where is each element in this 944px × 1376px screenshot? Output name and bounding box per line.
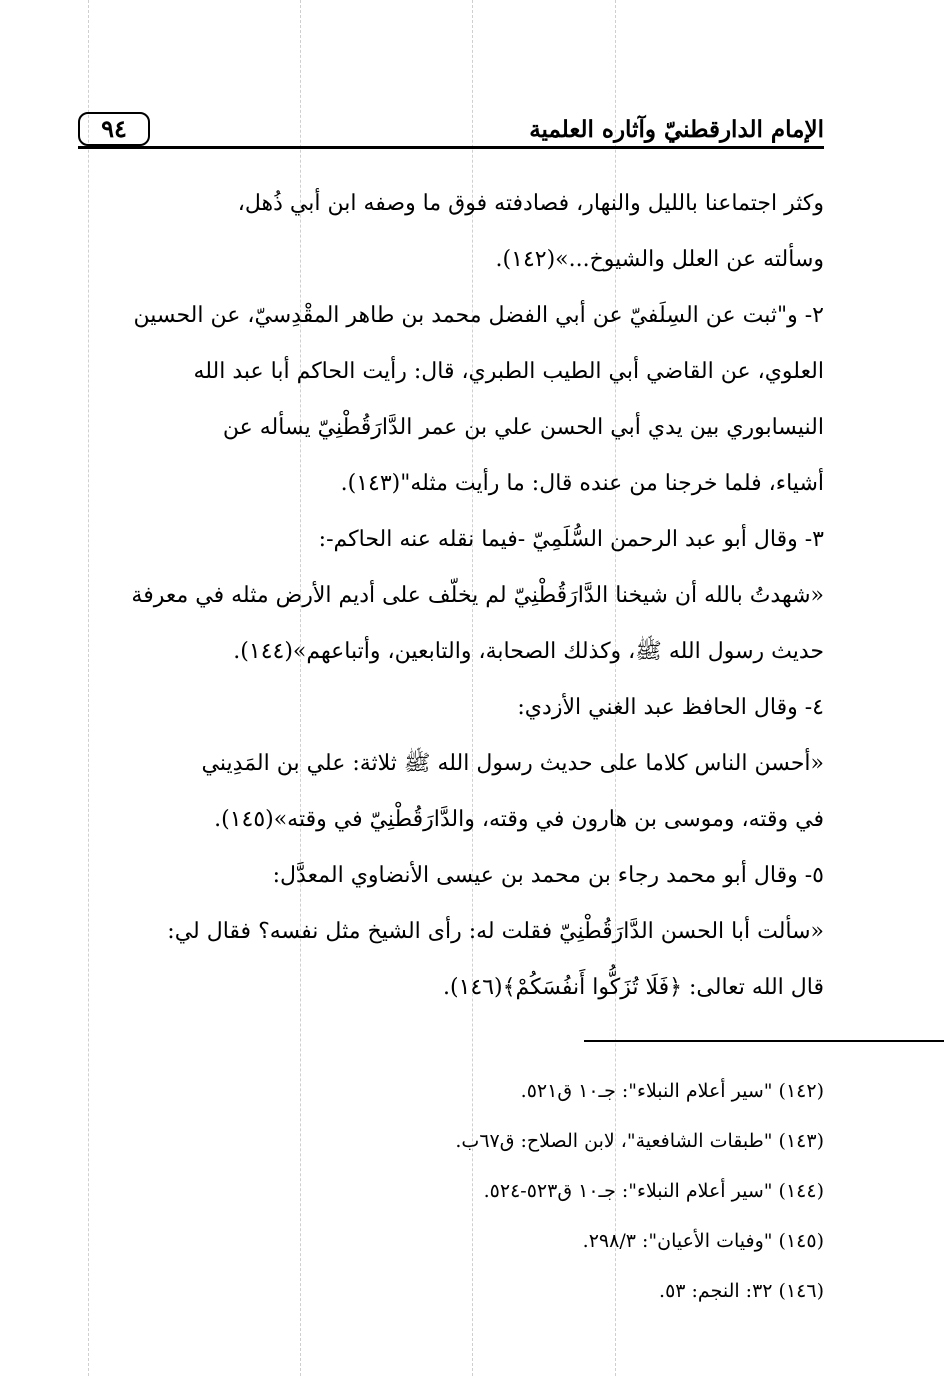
text-line: ٢- و"ثبت عن السِلَفيّ عن أبي الفضل محمد بن طاهر المقْدِسيّ، عن الحسين: [133, 303, 824, 328]
text-line: وسألته عن العلل والشيوخ...»(١٤٢).: [495, 247, 824, 272]
page-number: ٩٤: [78, 112, 150, 146]
footnote: (١٤٥) "وفيات الأعيان": ٢٩٨/٣.: [582, 1230, 824, 1252]
text-line: أشياء، فلما خرجنا من عنده قال: ما رأيت مثله"(١٤٣).: [340, 471, 824, 496]
footnote: (١٤٤) "سير أعلام النبلاء": جـ١٠ ق٥٢٣-٥٢٤.: [483, 1180, 824, 1202]
page-header: [78, 100, 824, 152]
text-line: ٤- وقال الحافظ عبد الغني الأزدي:: [517, 695, 824, 720]
running-title: الإمام الدارقطنيّ وآثاره العلمية: [529, 116, 824, 143]
footnotes: [76, 1066, 824, 1316]
text-line: ٥- وقال أبو محمد رجاء بن محمد بن عيسى الأنضاوي المعدَّل:: [272, 863, 824, 888]
header-rule: [78, 146, 824, 149]
text-line: حديث رسول الله ﷺ، وكذلك الصحابة، والتابعين، وأتباعهم»(١٤٤).: [233, 639, 824, 664]
text-line: «سألت أبا الحسن الدَّارَقُطْنِيّ فقلت له: رأى الشيخ مثل نفسه؟ فقال لي:: [167, 919, 824, 944]
text-line: «أحسن الناس كلاما على حديث رسول الله ﷺ ثلاثة: علي بن المَدِيني: [201, 751, 824, 776]
text-line: في وقته، وموسى بن هارون في وقته، والدَّارَقُطْنِيّ في وقته»(١٤٥).: [214, 807, 824, 832]
text-line: العلوي، عن القاضي أبي الطيب الطبري، قال: رأيت الحاكم أبا عبد الله: [193, 359, 824, 384]
text-line: وكثر اجتماعنا بالليل والنهار، فصادفته فوق ما وصفه ابن أبي ذُهل،: [237, 191, 824, 216]
text-line: ٣- وقال أبو عبد الرحمن السُّلَمِيّ -فيما نقله عنه الحاكم-:: [318, 527, 824, 552]
text-line: قال الله تعالى: ﴿فَلَا تُزَكُّوا أَنفُسَكُمْ﴾(١٤٦).: [443, 975, 824, 1000]
footnote: (١٤٦) ٣٢: النجم: ٥٣.: [659, 1280, 824, 1302]
text-line: النيسابوري بين يدي أبي الحسن علي بن عمر الدَّارَقُطْنِيّ يسأله عن: [222, 415, 824, 440]
footnote: (١٤٢) "سير أعلام النبلاء": جـ١٠ ق٥٢١.: [520, 1080, 824, 1102]
footnote-separator: [584, 1040, 944, 1042]
footnote: (١٤٣) "طبقات الشافعية"، لابن الصلاح: ق٦٧ب.: [455, 1130, 824, 1152]
body-text: [76, 176, 824, 1016]
text-line: «شهدتُ بالله أن شيخنا الدَّارَقُطْنِيّ لم يخلّف على أديم الأرض مثله في معرفة: [131, 583, 824, 608]
